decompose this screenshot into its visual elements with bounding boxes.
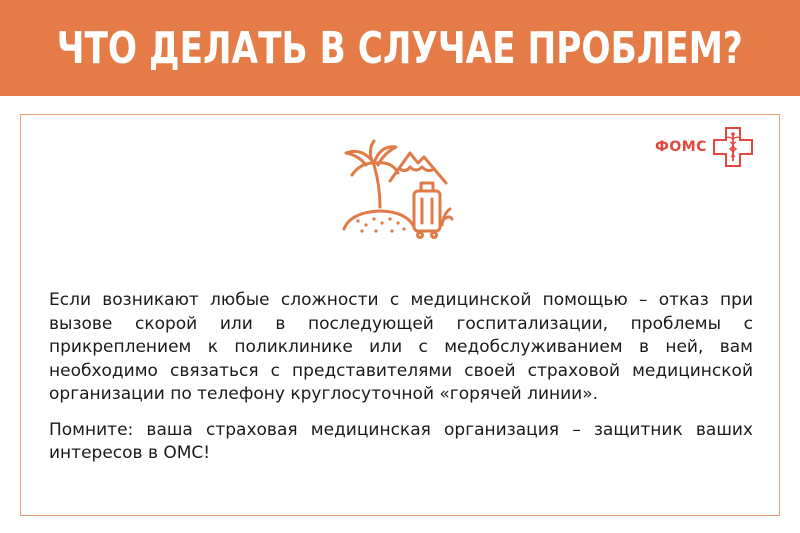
medical-cross-caduceus-icon xyxy=(711,125,755,169)
paragraph-reminder: Помните: ваша страховая медицинская организация – защитник ваших интересов в ОМС! xyxy=(49,419,753,463)
paragraph-problems: Если возникают любые сложности с медицинской помощью – отказ при вызове скорой или в последующей госпитализации, проблемы с прикреплением к поликлинике или с медобслуживанием в ней, вам необходимо связаться с представителями своей страховой медицинской организации по телефону круглосуточной «горячей линии». xyxy=(49,290,753,404)
foms-logo-text: ФОМС xyxy=(655,139,707,155)
island-travel-suitcase-icon xyxy=(336,133,468,245)
page-title: ЧТО ДЕЛАТЬ В СЛУЧАЕ ПРОБЛЕМ? xyxy=(56,22,744,74)
info-text xyxy=(49,289,753,478)
header-banner xyxy=(0,0,800,96)
foms-logo xyxy=(655,125,755,169)
info-card xyxy=(20,114,780,516)
